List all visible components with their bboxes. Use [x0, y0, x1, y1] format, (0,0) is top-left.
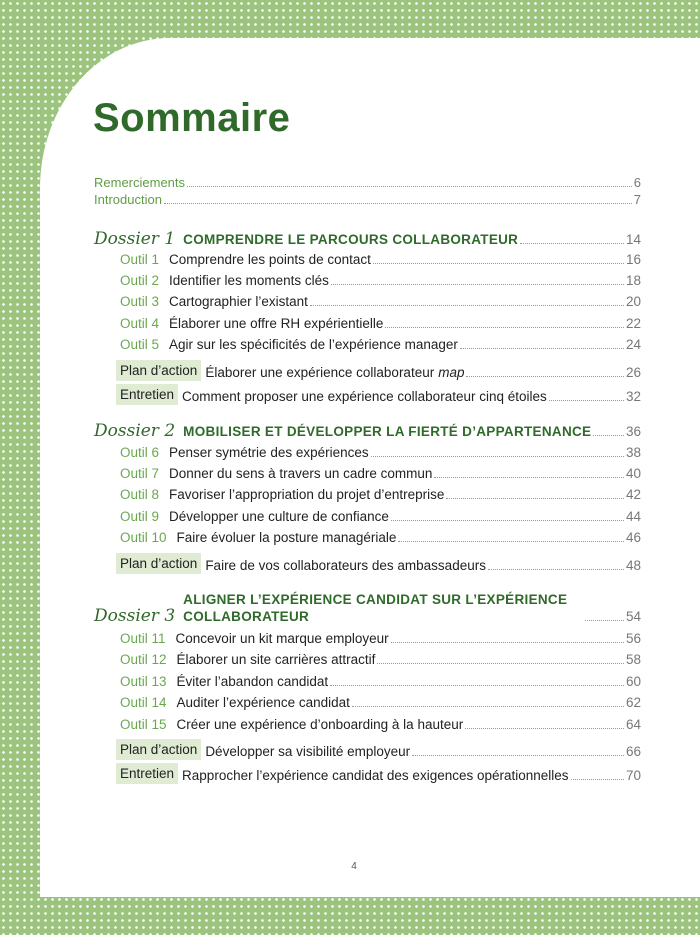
outil-label: Outil 1 [120, 252, 160, 267]
dot-leader [466, 376, 623, 377]
outil-label: Outil 4 [120, 316, 160, 331]
toc-entry-outil[interactable] [116, 251, 641, 268]
outil-label: Outil 2 [120, 273, 160, 288]
dot-leader [385, 327, 624, 328]
entry-title: Concevoir un kit marque employeur [175, 631, 389, 646]
toc-entry-outil[interactable] [116, 336, 641, 353]
entry-title: Cartographier l’existant [169, 294, 308, 309]
toc-entry-outil[interactable] [116, 293, 641, 310]
toc-entry-front[interactable] [94, 174, 641, 191]
dot-leader [520, 243, 624, 244]
dot-leader [593, 435, 624, 436]
outil-label: Outil 13 [120, 674, 167, 689]
toc-entry-outil[interactable] [116, 651, 641, 668]
toc-entry-outil[interactable] [116, 486, 641, 503]
dot-leader [373, 263, 624, 264]
dot-leader [371, 456, 624, 457]
dot-leader [377, 663, 624, 664]
entry-title: Donner du sens à travers un cadre commun [169, 466, 433, 481]
page-ref: 42 [625, 487, 641, 502]
section-badge: Entretien [116, 384, 178, 405]
entry-title: Identifier les moments clés [169, 273, 329, 288]
entry-title: Créer une expérience d’onboarding à la hauteur [176, 717, 464, 732]
page-ref: 18 [625, 273, 641, 288]
entry-title: Élaborer un site carrières attractif [176, 652, 376, 667]
page-ref: 48 [625, 558, 641, 573]
page-ref: 38 [625, 445, 641, 460]
outil-label: Outil 11 [120, 631, 166, 646]
dot-leader [331, 284, 624, 285]
entry-title: Rapprocher l’expérience candidat des exigences opérationnelles [182, 768, 569, 783]
dot-leader [330, 685, 624, 686]
outil-label: Outil 9 [120, 509, 160, 524]
toc-entry-outil[interactable] [116, 630, 641, 647]
dot-leader [398, 541, 624, 542]
entry-title: Éviter l’abandon candidat [176, 674, 329, 689]
dossier-label: Dossier 1 [94, 229, 176, 249]
dossier-label: Dossier 3 [94, 606, 176, 626]
toc-entry-badge[interactable] [116, 739, 641, 760]
entry-title: Remerciements [94, 175, 186, 190]
page-ref: 44 [625, 509, 641, 524]
toc-entry-badge[interactable] [116, 360, 641, 381]
dot-leader [391, 520, 624, 521]
page-ref: 54 [625, 609, 641, 624]
entry-title: Élaborer une expérience collaborateur [205, 365, 435, 380]
dot-leader [446, 498, 624, 499]
page-ref: 66 [625, 744, 641, 759]
toc-entry-outil[interactable] [116, 315, 641, 332]
toc-entry-outil[interactable] [116, 716, 641, 733]
toc-entry-outil[interactable] [116, 694, 641, 711]
page-ref: 22 [625, 316, 641, 331]
page-ref: 26 [625, 365, 641, 380]
dot-leader [585, 620, 624, 621]
outil-label: Outil 8 [120, 487, 160, 502]
toc-entry-dossier[interactable] [94, 591, 641, 625]
page-ref: 64 [625, 717, 641, 732]
dot-leader [391, 642, 624, 643]
toc-entry-outil[interactable] [116, 508, 641, 525]
entry-title: Favoriser l’appropriation du projet d’entreprise [169, 487, 445, 502]
entry-title: Introduction [94, 192, 162, 207]
entry-title: Comment proposer une expérience collaborateur cinq étoiles [182, 389, 547, 404]
outil-label: Outil 3 [120, 294, 160, 309]
toc-entry-outil[interactable] [116, 444, 641, 461]
entry-title: Faire de vos collaborateurs des ambassadeurs [205, 558, 486, 573]
toc-entry-dossier[interactable] [94, 231, 641, 248]
toc-entry-outil[interactable] [116, 465, 641, 482]
page-ref: 56 [625, 631, 641, 646]
toc-entry-outil[interactable] [116, 529, 641, 546]
section-badge: Plan d’action [116, 739, 201, 760]
page-ref: 62 [625, 695, 641, 710]
dot-leader [187, 186, 632, 187]
outil-label: Outil 15 [120, 717, 167, 732]
outil-label: Outil 12 [120, 652, 167, 667]
page-number: 4 [351, 861, 357, 872]
entry-title-italic: map [438, 365, 465, 380]
outil-label: Outil 14 [120, 695, 167, 710]
dot-leader [549, 400, 624, 401]
dot-leader [310, 305, 624, 306]
dot-leader [488, 569, 624, 570]
outil-label: Outil 10 [120, 530, 167, 545]
page-ref: 24 [625, 337, 641, 352]
entry-title: Comprendre les points de contact [169, 252, 371, 267]
toc-entry-dossier[interactable] [94, 423, 641, 440]
dot-leader [164, 203, 632, 204]
page-ref: 32 [625, 389, 641, 404]
outil-label: Outil 6 [120, 445, 160, 460]
toc-entry-badge[interactable] [116, 553, 641, 574]
toc-entry-outil[interactable] [116, 272, 641, 289]
page-ref: 36 [625, 424, 641, 439]
entry-title: Faire évoluer la posture managériale [176, 530, 397, 545]
dossier-label: Dossier 2 [94, 421, 176, 441]
page-ref: 6 [633, 175, 641, 190]
section-badge: Plan d’action [116, 553, 201, 574]
toc-entry-outil[interactable] [116, 673, 641, 690]
outil-label: Outil 5 [120, 337, 160, 352]
dot-leader [412, 755, 624, 756]
toc-entry-badge[interactable] [116, 763, 641, 784]
dot-leader [465, 728, 624, 729]
toc-entry-front[interactable] [94, 191, 641, 208]
entry-title: ALIGNER L’EXPÉRIENCE CANDIDAT SUR L’EXPÉRIENCE COLLABORATEUR [183, 592, 568, 624]
entry-title: Agir sur les spécificités de l’expérience manager [169, 337, 458, 352]
page-ref: 20 [625, 294, 641, 309]
entry-title: Développer sa visibilité employeur [205, 744, 411, 759]
entry-title: COMPRENDRE LE PARCOURS COLLABORATEUR [183, 232, 519, 247]
page-ref: 7 [633, 192, 641, 207]
page-ref: 40 [625, 466, 641, 481]
page-ref: 16 [625, 252, 641, 267]
entry-title: Penser symétrie des expériences [169, 445, 369, 460]
page-ref: 70 [625, 768, 641, 783]
entry-title: MOBILISER ET DÉVELOPPER LA FIERTÉ D’APPARTENANCE [183, 424, 592, 439]
dot-leader [352, 706, 624, 707]
toc-entry-badge[interactable] [116, 384, 641, 405]
dot-leader [571, 779, 624, 780]
page-ref: 58 [625, 652, 641, 667]
outil-label: Outil 7 [120, 466, 160, 481]
entry-title: Auditer l’expérience candidat [176, 695, 350, 710]
section-badge: Entretien [116, 763, 178, 784]
dot-leader [434, 477, 624, 478]
page-title: Sommaire [93, 96, 291, 140]
page-ref: 60 [625, 674, 641, 689]
page-ref: 46 [625, 530, 641, 545]
entry-title: Développer une culture de confiance [169, 509, 389, 524]
dot-leader [460, 348, 624, 349]
entry-title: Élaborer une offre RH expérientielle [169, 316, 384, 331]
section-badge: Plan d’action [116, 360, 201, 381]
page-ref: 14 [625, 232, 641, 247]
